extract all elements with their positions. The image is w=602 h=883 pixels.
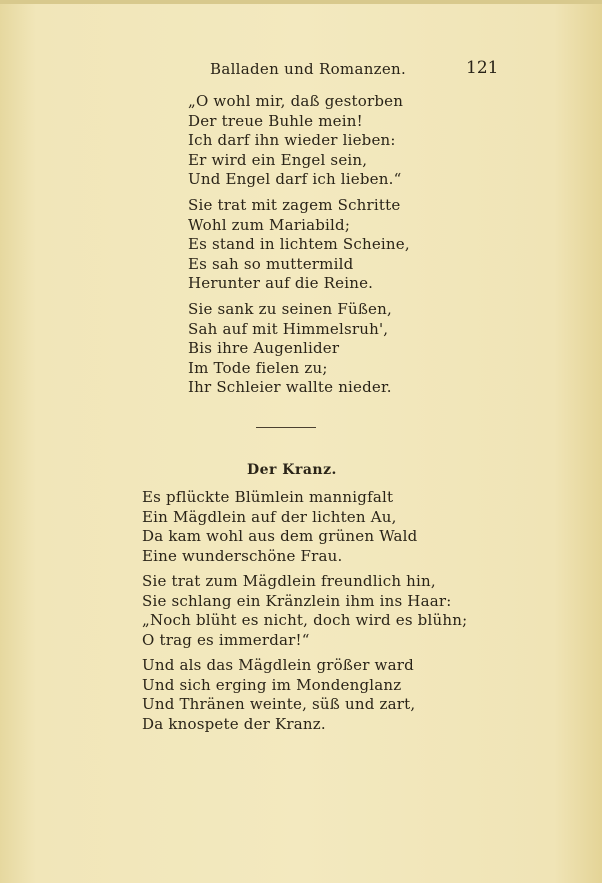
verse-line: Und als das Mägdlein größer ward	[142, 656, 414, 674]
section-divider	[256, 427, 316, 428]
verse-line: Es stand in lichtem Scheine,	[188, 235, 410, 253]
verse-line: Sie sank zu seinen Füßen,	[188, 300, 392, 318]
verse-line: Der treue Buhle mein!	[188, 111, 363, 130]
verse-line: Ein Mägdlein auf der lichten Au,	[142, 507, 397, 526]
verse-line: Ihr Schleier wallte nieder.	[188, 378, 392, 396]
poem1-stanza-3	[188, 300, 392, 398]
verse-line: Da kam wohl aus dem grünen Wald	[142, 527, 418, 545]
verse-line: Wohl zum Mariabild;	[188, 215, 351, 234]
poem2-stanza-3	[142, 656, 415, 734]
poem2-stanza-2	[142, 572, 467, 650]
poem2-stanza-1	[142, 488, 417, 566]
poem1-stanza-2	[188, 196, 410, 294]
poem1-stanza-1	[188, 92, 403, 190]
page-number: 121	[466, 58, 499, 78]
verse-line: Eine wunderschöne Frau.	[142, 546, 343, 565]
verse-line: Sie schlang ein Kränzlein ihm ins Haar:	[142, 591, 452, 610]
verse-line: Da knospete der Kranz.	[142, 714, 326, 733]
verse-line: Bis ihre Augenlider	[188, 339, 340, 357]
running-title: Balladen und Romanzen.	[210, 60, 407, 78]
verse-line: „Noch blüht es nicht, doch wird es blühn;	[142, 611, 468, 629]
verse-line: Sie trat zum Mägdlein freundlich hin,	[142, 572, 436, 590]
verse-line: Sie trat mit zagem Schritte	[188, 196, 401, 214]
verse-line: Sah auf mit Himmelsruh',	[188, 319, 389, 338]
verse-line: Es pflückte Blümlein mannigfalt	[142, 488, 394, 506]
page-top-edge	[0, 0, 602, 4]
verse-line: Und Thränen weinte, süß und zart,	[142, 695, 416, 713]
verse-line: Im Tode fielen zu;	[188, 358, 328, 377]
verse-line: Er wird ein Engel sein,	[188, 150, 368, 169]
poem-title: Der Kranz.	[247, 462, 337, 478]
verse-line: Es sah so muttermild	[188, 254, 354, 273]
page-header	[0, 58, 602, 82]
verse-line: Und sich erging im Mondenglanz	[142, 675, 402, 694]
verse-line: Ich darf ihn wieder lieben:	[188, 131, 396, 149]
verse-line: Und Engel darf ich lieben.“	[188, 170, 402, 188]
verse-line: „O wohl mir, daß gestorben	[188, 92, 404, 110]
verse-line: Herunter auf die Reine.	[188, 274, 374, 292]
verse-line: O trag es immerdar!“	[142, 630, 310, 649]
